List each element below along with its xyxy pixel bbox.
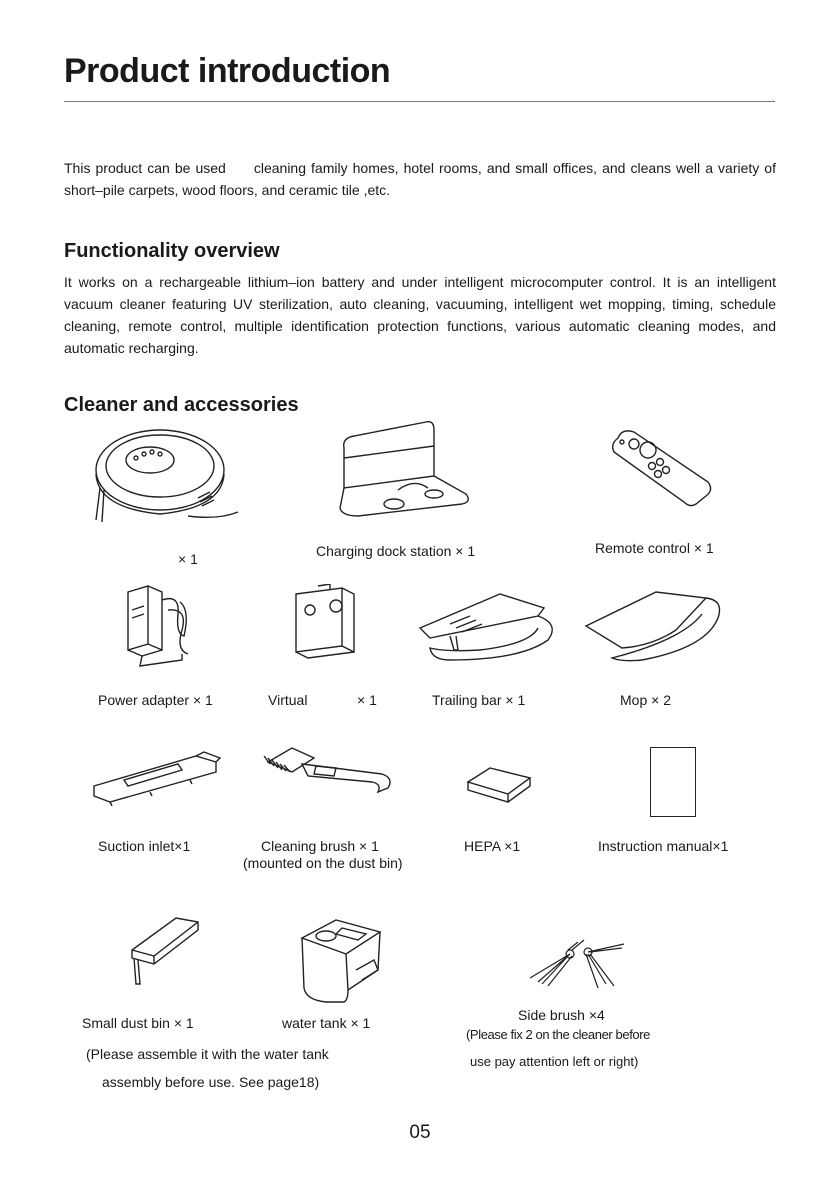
- charging-dock-illustration: [338, 418, 474, 522]
- power-adapter-illustration: [118, 580, 200, 670]
- virtual-wall-illustration: [290, 584, 360, 664]
- cleaning-brush-label: Cleaning brush × 1: [261, 838, 379, 854]
- charging-dock-label: Charging dock station × 1: [316, 543, 476, 559]
- page-title: Product introduction: [64, 52, 391, 90]
- functionality-paragraph: It works on a rechargeable lithium–ion battery and under intelligent microcomputer control. It is an intelligent vacuum cleaner featuring UV sterilization, auto cleaning, vacuuming, intelligent wet mopping, timing, schedule cleaning, remote control, multiple identification protection functions, various automatic cleaning modes, and automatic recharging.: [64, 274, 776, 356]
- power-adapter-label: Power adapter × 1: [98, 692, 213, 708]
- robot-cleaner-label: × 1: [178, 551, 198, 567]
- side-brush-note-2: use pay attention left or right): [470, 1054, 639, 1069]
- suction-inlet-illustration: [90, 750, 232, 806]
- instruction-manual-illustration: [650, 747, 696, 817]
- mop-label: Mop × 2: [620, 692, 671, 708]
- suction-inlet-label: Suction inlet×1: [98, 838, 191, 854]
- hepa-label: HEPA ×1: [464, 838, 521, 854]
- robot-cleaner-illustration: [88, 428, 248, 528]
- side-brush-illustration: [524, 938, 640, 990]
- trailing-bar-illustration: [410, 588, 564, 664]
- remote-control-label: Remote control × 1: [595, 540, 714, 556]
- side-brush-label: Side brush ×4: [518, 1007, 605, 1023]
- virtual-wall-count: × 1: [357, 692, 377, 708]
- small-dust-bin-label: Small dust bin × 1: [82, 1015, 194, 1031]
- water-tank-label: water tank × 1: [282, 1015, 371, 1031]
- intro-text-2: cleaning family homes, hotel rooms, and small offices, and cleans well a variety of short–pile carpets, wood floors, and ceramic tile ,etc.: [64, 160, 776, 198]
- small-dust-bin-note: (Please assemble it with the water tank: [86, 1046, 329, 1062]
- title-divider: [64, 101, 775, 102]
- intro-text-1: This product can be used: [64, 160, 226, 176]
- cleaning-brush-note: (mounted on the dust bin): [243, 855, 403, 871]
- page-number: 05: [409, 1122, 431, 1143]
- mop-illustration: [582, 590, 724, 664]
- water-tank-illustration: [296, 914, 388, 1006]
- virtual-wall-label: Virtual: [268, 692, 308, 708]
- small-dust-bin-illustration: [126, 914, 202, 986]
- cleaning-brush-illustration: [262, 744, 394, 810]
- trailing-bar-label: Trailing bar × 1: [432, 692, 526, 708]
- remote-control-illustration: [608, 424, 714, 510]
- instruction-manual-label: Instruction manual×1: [598, 838, 729, 854]
- accessories-heading: Cleaner and accessories: [64, 394, 299, 416]
- hepa-filter-illustration: [464, 764, 534, 804]
- side-brush-note: (Please fix 2 on the cleaner before: [466, 1027, 651, 1042]
- small-dust-bin-note-2: assembly before use. See page18): [102, 1074, 320, 1090]
- functionality-heading: Functionality overview: [64, 240, 280, 262]
- intro-paragraph: [64, 157, 776, 201]
